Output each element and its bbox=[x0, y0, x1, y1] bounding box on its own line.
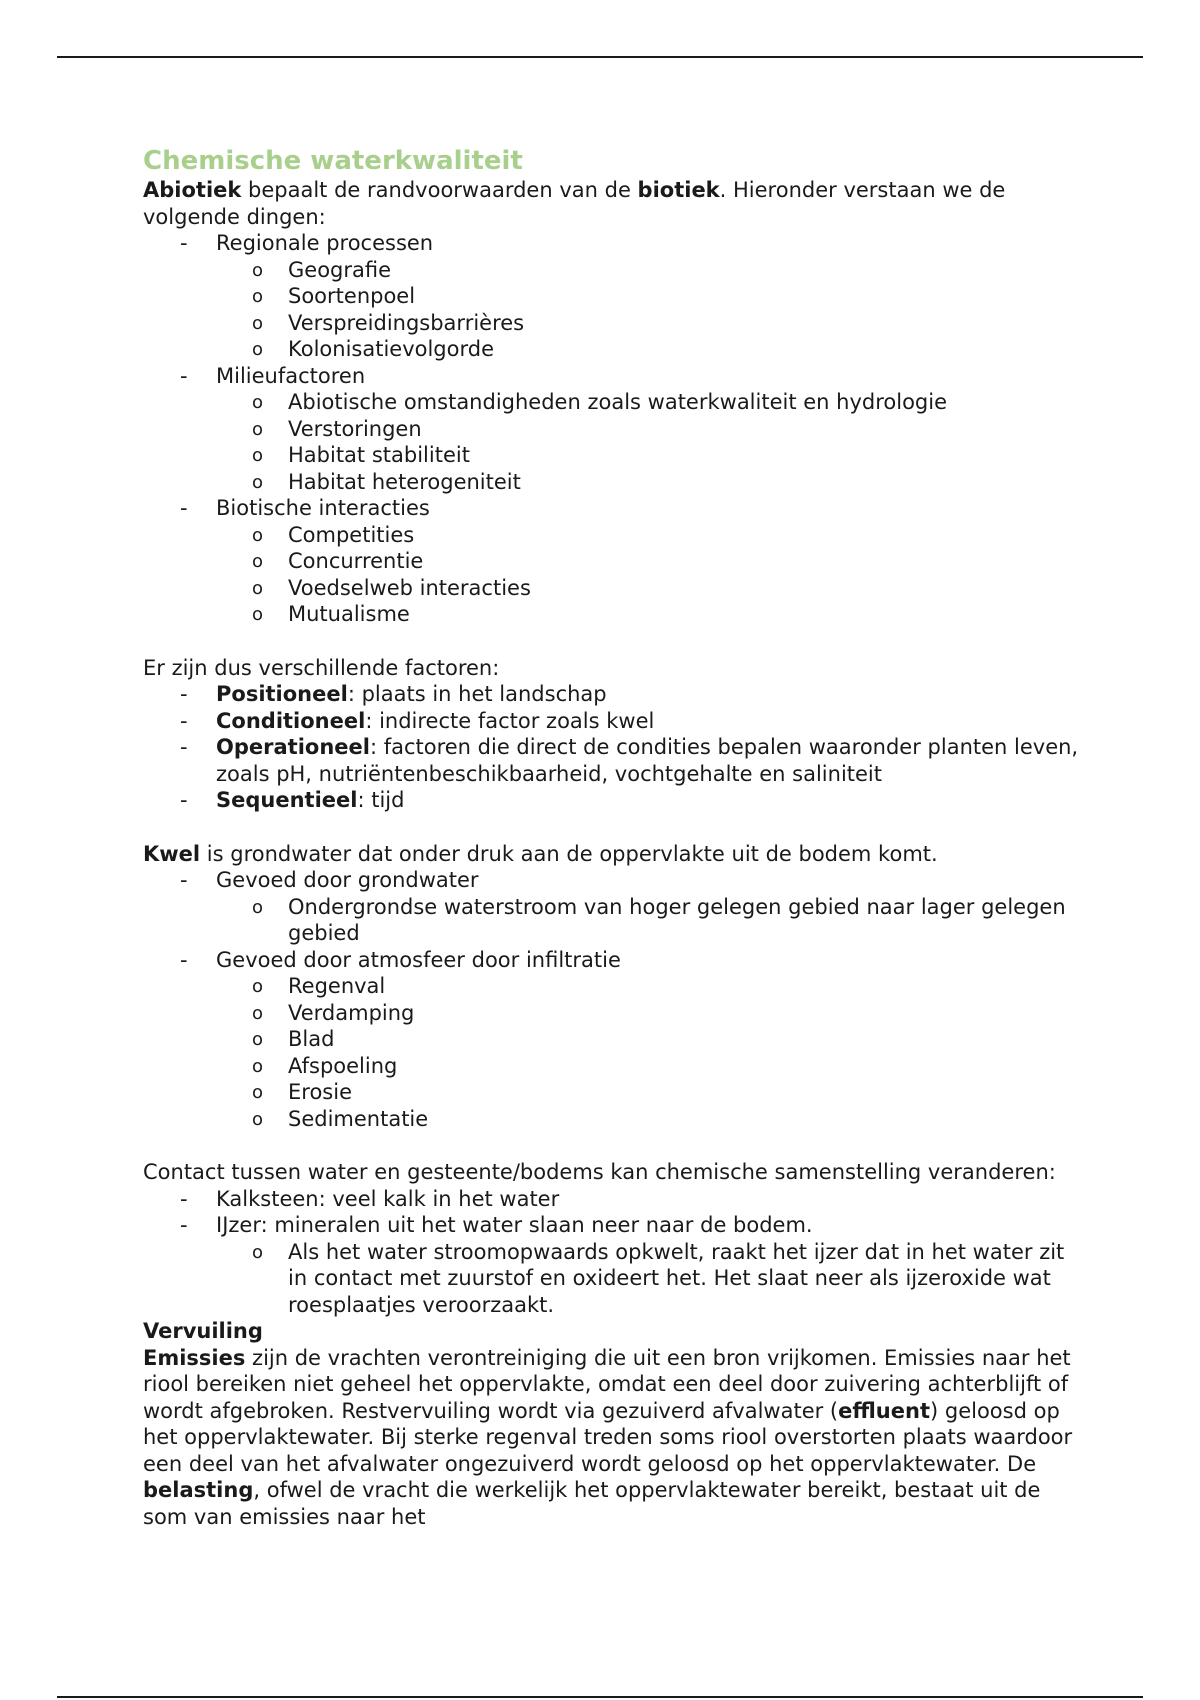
kwel-list bbox=[143, 867, 1083, 1132]
list-item: o Geografie bbox=[252, 257, 392, 282]
list-item: o Voedselweb interacties bbox=[252, 575, 531, 600]
list-item: o Habitat stabiliteit bbox=[252, 443, 470, 467]
vervuiling-paragraph: Emissies zijn de vrachten verontreiniging die uit een bron vrijkomen. Emissies naar het riool bereiken niet geheel het oppervlakte, omdat een deel door zuivering achterblijft of wordt afgebroken. Restvervuiling wordt via gezuiverd afvalwater (effluent) geloosd op het oppervlaktewater. Bij sterke regenval treden soms riool overstorten plaats waardoor een deel van het afvalwater ongezuiverd wordt geloosd op het oppervlaktewater. De belasting, ofwel de vracht die werkelijk het oppervlaktewater bereikt, bestaat uit de som van emissies naar het bbox=[143, 1345, 1073, 1529]
term-biotiek: biotiek bbox=[637, 178, 720, 202]
list-item: - Positioneel: plaats in het landschap bbox=[180, 682, 607, 706]
list-item: o Erosie bbox=[252, 1080, 352, 1104]
list-item: - Conditioneel: indirecte factor zoals kwel bbox=[180, 708, 655, 733]
list-item: o Mutualisme bbox=[252, 602, 410, 626]
list-item: o Verspreidingsbarrières bbox=[252, 310, 525, 335]
kwel-paragraph: Kwel is grondwater dat onder druk aan de oppervlakte uit de bodem komt. bbox=[143, 841, 938, 866]
list-item: o Regenval bbox=[252, 974, 386, 998]
sublist bbox=[216, 389, 1083, 495]
sublist bbox=[216, 257, 1083, 363]
vervuiling-heading: Vervuiling bbox=[143, 1319, 263, 1343]
processes-list bbox=[143, 230, 1083, 628]
list-item: - Sequentieel: tijd bbox=[180, 788, 405, 812]
contact-list bbox=[143, 1186, 1083, 1319]
intro-paragraph: Abiotiek bepaalt de randvoorwaarden van de biotiek. Hieronder verstaan we de volgende dingen: bbox=[143, 178, 1006, 229]
term-abiotiek: Abiotiek bbox=[143, 178, 242, 202]
document-body bbox=[143, 145, 1083, 1530]
footer-rule bbox=[57, 1696, 1143, 1698]
list-item: o Verdamping bbox=[252, 1000, 415, 1025]
list-item: o Als het water stroomopwaards opkwelt, raakt het ijzer dat in het water zit in contact met zuurstof en oxideert het. Het slaat neer als ijzeroxide wat roesplaatjes veroorzaakt. bbox=[252, 1239, 1065, 1317]
factors-intro: Er zijn dus verschillende factoren: bbox=[143, 655, 500, 680]
list-item: - IJzer: mineralen uit het water slaan neer naar de bodem. o Als het water stroomopwaards opkwelt, raakt het ijzer dat in het water zit in contact met zuurstof en oxideert het. Het slaat neer als ijzeroxide wat roesplaatjes veroorzaakt. bbox=[143, 1212, 1083, 1318]
list-item: - Regionale processen o Geografie o Soortenpoel o Verspreidingsbarrières o Kolonisatievolgorde bbox=[143, 230, 1083, 363]
sublist bbox=[216, 973, 1083, 1132]
list-item: - Gevoed door grondwater o Ondergrondse waterstroom van hoger gelegen gebied naar lager gelegen gebied bbox=[143, 867, 1083, 947]
list-item: o Ondergrondse waterstroom van hoger gelegen gebied naar lager gelegen gebied bbox=[252, 894, 1066, 945]
list-item: o Verstoringen bbox=[252, 416, 422, 441]
contact-paragraph: Contact tussen water en gesteente/bodems kan chemische samenstelling veranderen: bbox=[143, 1160, 1056, 1184]
list-item: o Blad bbox=[252, 1027, 335, 1051]
section-heading: Chemische waterkwaliteit bbox=[143, 146, 523, 176]
list-item: - Operationeel: factoren die direct de condities bepalen waaronder planten leven, zoals pH, nutriëntenbeschikbaarheid, vochtgehalte en saliniteit bbox=[180, 735, 1079, 786]
sublist bbox=[216, 1239, 1083, 1319]
list-item: o Soortenpoel bbox=[252, 284, 416, 308]
list-item: o Abiotische omstandigheden zoals waterkwaliteit en hydrologie bbox=[252, 390, 948, 414]
list-item: - Milieufactoren o Abiotische omstandigheden zoals waterkwaliteit en hydrologie o Verstoringen o Habitat stabiliteit o Habitat heterogeniteit bbox=[143, 363, 1083, 496]
list-item: - Gevoed door atmosfeer door infiltratie o Regenval o Verdamping o Blad o Afspoeling o Erosie o Sedimentatie bbox=[143, 947, 1083, 1133]
factors-list bbox=[143, 681, 1083, 814]
term-kwel: Kwel bbox=[143, 841, 201, 866]
sublist bbox=[216, 894, 1083, 947]
list-item: o Kolonisatievolgorde bbox=[252, 337, 495, 361]
sublist bbox=[216, 522, 1083, 628]
header-rule bbox=[57, 56, 1143, 58]
list-item: - Biotische interacties o Competities o Concurrentie o Voedselweb interacties o Mutualisme bbox=[143, 495, 1083, 628]
list-item: o Habitat heterogeniteit bbox=[252, 469, 521, 494]
list-item: o Concurrentie bbox=[252, 549, 424, 573]
list-item: o Afspoeling bbox=[252, 1053, 398, 1078]
list-item: o Sedimentatie bbox=[252, 1106, 429, 1131]
list-item: o Competities bbox=[252, 522, 415, 547]
list-item: - Kalksteen: veel kalk in het water bbox=[180, 1186, 560, 1211]
